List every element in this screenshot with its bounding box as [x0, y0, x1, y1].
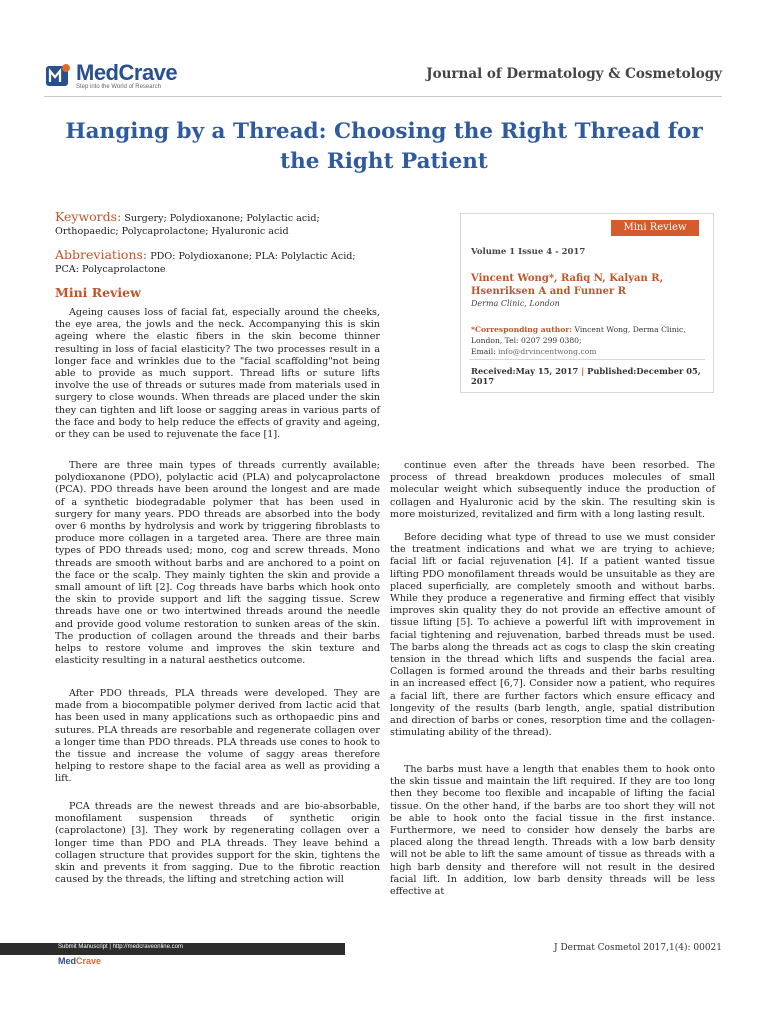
- footer-logo-crave: Crave: [76, 956, 102, 966]
- corresponding-author: [471, 324, 706, 357]
- body-paragraph: continue even after the threads have been resorbed. The process of thread breakdown produces molecules of small molecular weight which subsequently induce the production of collagen and Hyaluronic acid by the skin. The resulting skin is more moisturized, revitalized and firm with a long lasting result.: [390, 460, 715, 520]
- article-dates: [471, 366, 713, 386]
- body-paragraph: After PDO threads, PLA threads were developed. They are made from a biocompatible polymer derived from lactic acid that has been used in many applications such as orthopaedic pins and sutures. PLA threads are resorbable and regenerate collagen over a longer time than PDO threads. PLA threads use cones to hook to the tissue and increase the volume of saggy areas therefore helping to restore shape to the facial area as well as providing a lift.: [55, 688, 380, 785]
- abbreviations-label: Abbreviations:: [55, 247, 148, 262]
- received-date: Received:May 15, 2017: [471, 366, 579, 376]
- article-type-badge: Mini Review: [611, 220, 699, 236]
- logo-text: MedCrave: [76, 60, 178, 85]
- medcrave-logo-icon: [44, 62, 72, 90]
- info-divider: [469, 359, 705, 360]
- footer-logo: [58, 956, 101, 966]
- published-date: Published:December 05, 2017: [471, 366, 701, 386]
- email-label: Email:: [471, 347, 496, 356]
- citation: J Dermat Cosmetol 2017,1(4): 00021: [553, 943, 722, 953]
- corresponding-text: Vincent Wong, Derma Clinic, London, Tel: 0207 299 0380;: [471, 325, 686, 345]
- footer-banner: [0, 940, 345, 966]
- section-heading: Mini Review: [55, 285, 141, 300]
- body-paragraph: The barbs must have a length that enables them to hook onto the skin tissue and maintain the lift required. If they are too long then they become too flexible and incapable of lifting the facial tissue. On the other hand, if the barbs are too short they will not be able to hook onto the facial tissue in the first instance. Furthermore, we need to consider how densely the barbs are placed along the thread length. Threads with a low barb density will not be able to lift the same amount of tissue as threads with a high barb density and therefore will not result in the desired facial lift. In addition, low barb density threads will be less effective at: [390, 764, 715, 898]
- corresponding-label: *Corresponding author:: [471, 325, 573, 334]
- email-link[interactable]: info@drvincentwong.com: [495, 347, 597, 356]
- article-title: Hanging by a Thread: Choosing the Right Thread for the Right Patient: [65, 119, 703, 174]
- affiliation: Derma Clinic, London: [471, 299, 560, 308]
- footer-logo-med: Med: [58, 956, 76, 966]
- abbreviations: [55, 248, 380, 276]
- logo-tagline: Step into the World of Research: [76, 84, 161, 90]
- journal-name: Journal of Dermatology & Cosmetology: [426, 66, 722, 82]
- submit-manuscript-link[interactable]: Submit Manuscript | http://medcraveonline.com: [58, 944, 183, 950]
- author-list: Vincent Wong*, Rafiq N, Kalyan R, Hsenriksen A and Funner R: [471, 273, 664, 297]
- body-paragraph: Ageing causes loss of facial fat, especially around the cheeks, the eye area, the jowls and the neck. Accompanying this is skin ageing where the elastic fibers in the skin become thinner resulting in loss of facial elasticity? The two processes result in a longer face and wrinkles due to the "facial scaffolding"not being able to provide as much support. Thread lifts or suture lifts involve the use of threads or sutures made from materials used in surgery to close wounds. When threads are placed under the skin they can tighten and lift loose or sagging areas in various parts of the face and body to help reduce the effects of gravity and ageing, or they can be used to rejuvenate the face [1].: [55, 307, 380, 441]
- medcrave-logo: [44, 60, 214, 94]
- keywords: [55, 210, 380, 238]
- date-separator: |: [578, 366, 588, 376]
- body-paragraph: PCA threads are the newest threads and are bio-absorbable, monofilament suspension threads of synthetic origin (caprolactone) [3]. They work by regenerating collagen over a longer time than PDO and PLA threads. They leave behind a collagen structure that provides support for the skin, tightens the skin and prevents it from sagging. Due to the fibrotic reaction caused by the threads, the lifting and stretching action will: [55, 801, 380, 886]
- keywords-text: Surgery; Polydioxanone; Polylactic acid; Orthopaedic; Polycaprolactone; Hyaluronic acid: [55, 213, 320, 237]
- body-paragraph: Before deciding what type of thread to use we must consider the treatment indications and what we are trying to achieve; facial lift or facial rejuvenation [4]. If a patient wanted tissue lifting PDO monofilament threads would be unsuitable as they are placed superficially, are completely smooth and without barbs. While they produce a regenerative and firming effect that visibly improves skin quality they do not provide an effective amount of tissue lifting [5]. To achieve a powerful lift with improvement in facial tightening and rejuvenation, barbed threads must be used. The barbs along the threads act as cogs to clasp the skin creating tension in the thread which lifts and suspends the facial area. Collagen is formed around the threads and their barbs resulting in an increased effect [6,7]. Consider now a patient, who requires a facial lift, there are further factors which ensure efficacy and longevity of the results (barb length, angle, spatial distribution and direction of barbs or cones, resorption time and the collagen-stimulating ability of the thread).: [390, 532, 715, 739]
- keywords-label: Keywords:: [55, 209, 122, 224]
- article-info-box: [460, 213, 714, 393]
- header-divider: [44, 96, 722, 97]
- abbreviations-text: PDO: Polydioxanone; PLA: Polylactic Acid; PCA: Polycaprolactone: [55, 251, 356, 275]
- body-paragraph: There are three main types of threads currently available; polydioxanone (PDO), polylactic acid (PLA) and polycaprolactone (PCA). PDO threads have been around the longest and are made of a synthetic biodegradable polymer that has been used in surgery for many years. PDO threads are absorbed into the body over 6 months by hydrolysis and work by triggering fibroblasts to produce more collagen in a targeted area. There are three main types of PDO threads used; mono, cog and screw threads. Mono threads are smooth without barbs and are anchored to a point on the face or the scalp. They mainly tighten the skin and provide a small amount of lift [2]. Cog threads have barbs which hook onto the skin to provide support and lift the sagging tissue. Screw threads have one or two intertwined threads around the needle and provide good volume restoration to sunken areas of the skin. The production of collagen around the threads and their barbs helps to restore volume and improves the skin texture and elasticity resulting in a natural aesthetics outcome.: [55, 460, 380, 667]
- volume-issue: Volume 1 Issue 4 - 2017: [471, 247, 586, 257]
